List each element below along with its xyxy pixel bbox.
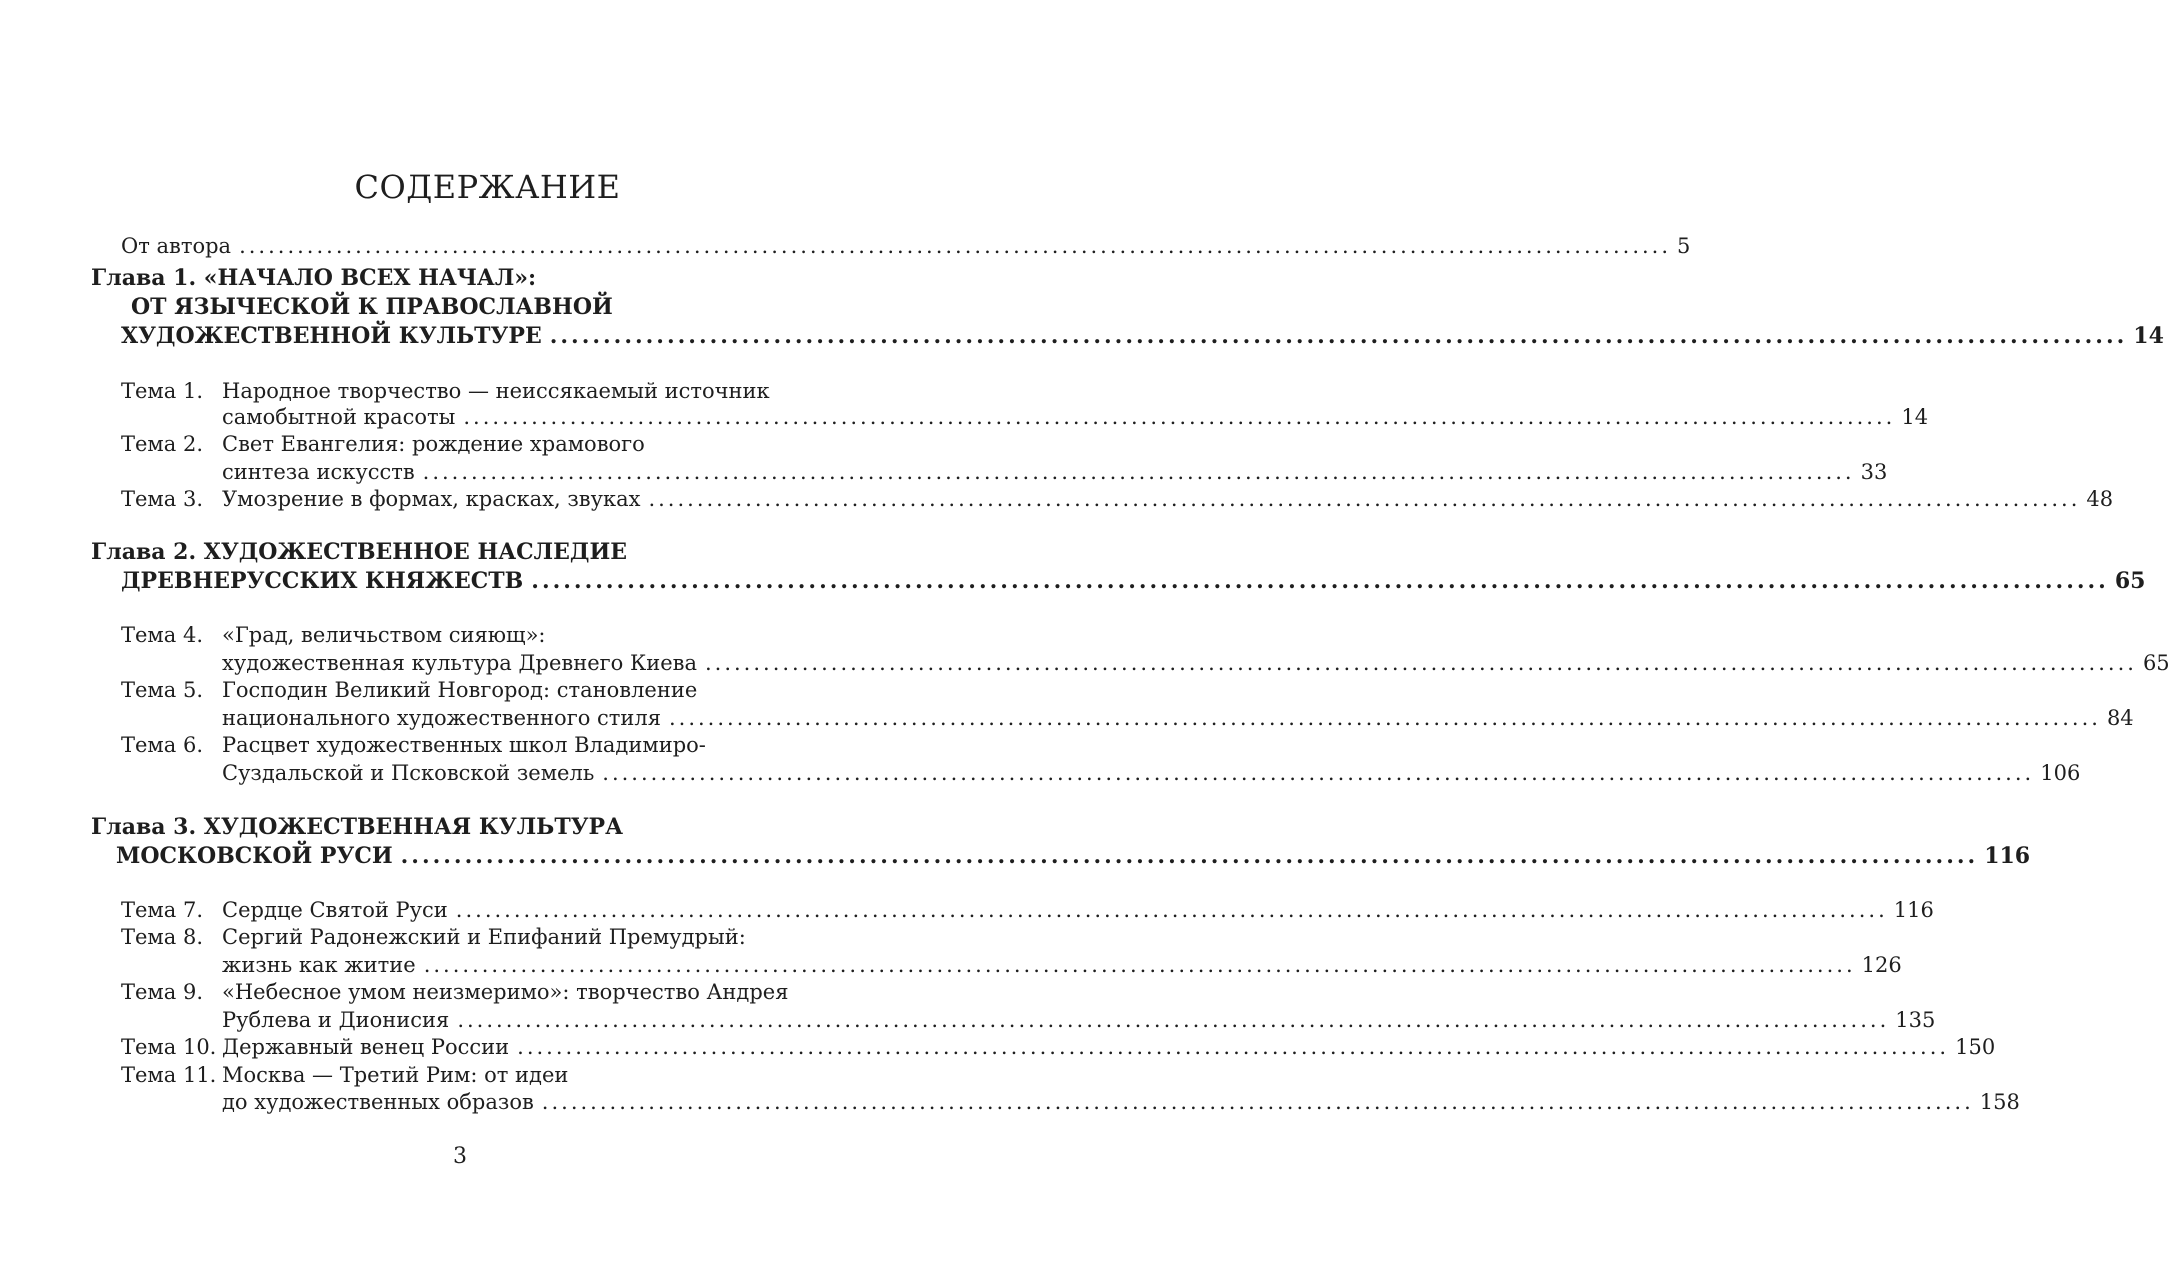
entry-label: Державный венец России bbox=[222, 1035, 510, 1059]
toc-entry-topic-8[interactable] bbox=[222, 953, 1902, 977]
leader-dots: .................................................................................................................................................... bbox=[704, 651, 2137, 675]
leader-dots: .................................................................................................................................................... bbox=[455, 898, 1888, 922]
entry-label: синтеза искусств bbox=[222, 460, 415, 484]
toc-entry-topic-4[interactable] bbox=[222, 651, 2170, 675]
leader-dots: .................................................................................................................................................... bbox=[423, 953, 1856, 977]
leader-dots: .................................................................................................................................................... bbox=[602, 761, 2035, 785]
entry-label: Сердце Святой Руси bbox=[222, 898, 448, 922]
leader-dots: .................................................................................................................................................... bbox=[463, 405, 1896, 429]
leader-dots: .................................................................................................................................................... bbox=[531, 568, 2109, 594]
entry-page: 33 bbox=[1860, 460, 1888, 484]
leader-dots: .................................................................................................................................................... bbox=[517, 1035, 1950, 1059]
entry-page: 48 bbox=[2086, 487, 2114, 511]
topic-4-number: Тема 4. bbox=[121, 623, 204, 647]
entry-page: 106 bbox=[2040, 761, 2081, 785]
topic-5-title-line1[interactable]: Господин Великий Новгород: становление bbox=[222, 678, 698, 702]
page-title: СОДЕРЖАНИЕ bbox=[354, 168, 621, 206]
entry-page: 126 bbox=[1861, 953, 1902, 977]
entry-label: художественная культура Древнего Киева bbox=[222, 651, 697, 675]
topic-6-number: Тема 6. bbox=[121, 733, 204, 757]
topic-1-number: Тема 1. bbox=[121, 379, 204, 403]
topic-9-title-line1[interactable]: «Небесное умом неизмеримо»: творчество Андрея bbox=[222, 980, 789, 1004]
entry-label: до художественных образов bbox=[222, 1090, 534, 1114]
topic-2-title-line1[interactable]: Свет Евангелия: рождение храмового bbox=[222, 432, 645, 456]
entry-page: 116 bbox=[1984, 843, 2031, 869]
toc-entry-topic-6[interactable] bbox=[222, 761, 2081, 785]
entry-page: 14 bbox=[2133, 323, 2164, 349]
leader-dots: .................................................................................................................................................... bbox=[400, 843, 1979, 869]
toc-entry-topic-11[interactable] bbox=[222, 1090, 2020, 1114]
toc-entry-topic-2[interactable] bbox=[222, 460, 1888, 484]
leader-dots: .................................................................................................................................................... bbox=[457, 1008, 1890, 1032]
entry-label: Суздальской и Псковской земель bbox=[222, 761, 595, 785]
topic-10-number: Тема 10. bbox=[121, 1035, 217, 1059]
chapter-1-title-line2[interactable]: ОТ ЯЗЫЧЕСКОЙ К ПРАВОСЛАВНОЙ bbox=[131, 294, 613, 320]
topic-4-title-line1[interactable]: «Град, величьством сияющ»: bbox=[222, 623, 546, 647]
toc-entry-chapter-1[interactable] bbox=[121, 323, 2164, 349]
topic-5-number: Тема 5. bbox=[121, 678, 204, 702]
entry-page: 65 bbox=[2142, 651, 2170, 675]
topic-2-number: Тема 2. bbox=[121, 432, 204, 456]
leader-dots: .................................................................................................................................................... bbox=[541, 1090, 1974, 1114]
entry-label: национального художественного стиля bbox=[222, 706, 661, 730]
entry-label: От автора bbox=[121, 234, 232, 258]
entry-page: 116 bbox=[1893, 898, 1934, 922]
entry-page: 84 bbox=[2106, 706, 2134, 730]
entry-label: ХУДОЖЕСТВЕННОЙ КУЛЬТУРЕ bbox=[121, 323, 542, 349]
entry-page: 65 bbox=[2114, 568, 2146, 594]
topic-7-number: Тема 7. bbox=[121, 898, 204, 922]
toc-entry-topic-10[interactable] bbox=[222, 1035, 1996, 1059]
leader-dots: .................................................................................................................................................... bbox=[422, 460, 1855, 484]
toc-entry-topic-9[interactable] bbox=[222, 1008, 1936, 1032]
entry-label: ДРЕВНЕРУССКИХ КНЯЖЕСТВ bbox=[121, 568, 524, 594]
entry-label: жизнь как житие bbox=[222, 953, 416, 977]
topic-9-number: Тема 9. bbox=[121, 980, 204, 1004]
toc-entry-topic-5[interactable] bbox=[222, 706, 2134, 730]
topic-6-title-line1[interactable]: Расцвет художественных школ Владимиро- bbox=[222, 733, 706, 757]
leader-dots: .................................................................................................................................................... bbox=[668, 706, 2101, 730]
topic-3-number: Тема 3. bbox=[121, 487, 204, 511]
toc-entry-topic-7[interactable] bbox=[222, 898, 1934, 922]
entry-label: МОСКОВСКОЙ РУСИ bbox=[116, 843, 393, 869]
entry-label: самобытной красоты bbox=[222, 405, 456, 429]
entry-page: 150 bbox=[1955, 1035, 1996, 1059]
chapter-1-title-line1[interactable]: Глава 1. «НАЧАЛО ВСЕХ НАЧАЛ»: bbox=[91, 265, 537, 291]
toc-entry-chapter-3[interactable] bbox=[116, 843, 2031, 869]
chapter-2-title-line1[interactable]: Глава 2. ХУДОЖЕСТВЕННОЕ НАСЛЕДИЕ bbox=[91, 539, 628, 565]
entry-page: 158 bbox=[1979, 1090, 2020, 1114]
page-number: 3 bbox=[453, 1144, 467, 1169]
topic-8-title-line1[interactable]: Сергий Радонежский и Епифаний Премудрый: bbox=[222, 925, 746, 949]
toc-entry-topic-1[interactable] bbox=[222, 405, 1929, 429]
entry-page: 5 bbox=[1677, 234, 1691, 258]
toc-entry-foreword[interactable] bbox=[121, 234, 1691, 258]
topic-11-title-line1[interactable]: Москва — Третий Рим: от идеи bbox=[222, 1063, 569, 1087]
topic-1-title-line1[interactable]: Народное творчество — неиссякаемый источник bbox=[222, 379, 770, 403]
chapter-3-title-line1[interactable]: Глава 3. ХУДОЖЕСТВЕННАЯ КУЛЬТУРА bbox=[91, 814, 624, 840]
leader-dots: .................................................................................................................................................... bbox=[648, 487, 2081, 511]
entry-label: Умозрение в формах, красках, звуках bbox=[222, 487, 641, 511]
topic-11-number: Тема 11. bbox=[121, 1063, 217, 1087]
entry-page: 135 bbox=[1895, 1008, 1936, 1032]
entry-page: 14 bbox=[1901, 405, 1929, 429]
toc-entry-topic-3[interactable] bbox=[222, 487, 2114, 511]
entry-label: Рублева и Дионисия bbox=[222, 1008, 450, 1032]
leader-dots: .................................................................................................................................................... bbox=[549, 323, 2128, 349]
topic-8-number: Тема 8. bbox=[121, 925, 204, 949]
leader-dots: .................................................................................................................................................... bbox=[239, 234, 1672, 258]
toc-entry-chapter-2[interactable] bbox=[121, 568, 2146, 594]
